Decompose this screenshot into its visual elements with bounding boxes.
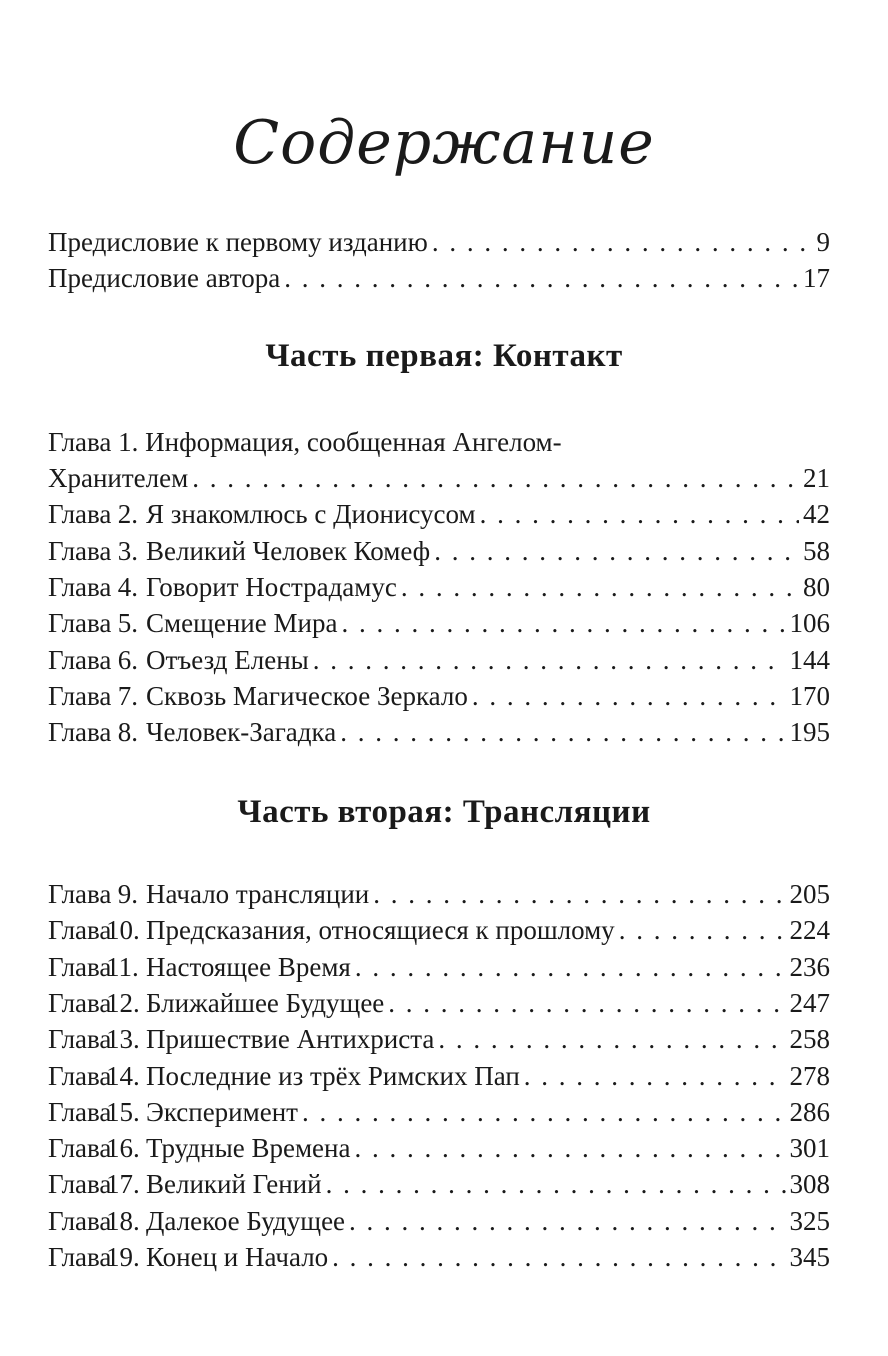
dot-leader <box>524 1058 786 1094</box>
part-title-1: Часть первая: Контакт <box>265 338 623 374</box>
chapter-word: Глава <box>48 499 112 530</box>
toc-entry-page: 236 <box>789 951 830 982</box>
toc-entry-page: 258 <box>789 1024 830 1055</box>
chapter-number: 7. <box>117 680 138 711</box>
toc-entry-label <box>48 985 384 1021</box>
chapter-word: Глава <box>48 1133 112 1164</box>
toc-entry-page: 9 <box>816 227 830 257</box>
chapter-word: Глава <box>48 1096 112 1127</box>
chapter-word: Глава <box>48 987 112 1018</box>
dot-leader <box>302 1094 786 1130</box>
page-title: Содержание <box>233 108 655 178</box>
toc-entry[interactable] <box>48 460 830 496</box>
toc-entry-page: 224 <box>789 915 830 946</box>
dot-leader <box>326 1166 786 1202</box>
toc-entry-label <box>48 1166 322 1202</box>
toc-entry-label <box>48 605 337 641</box>
chapter-word: Глава <box>48 644 112 675</box>
chapter-title: Ближайшее Будущее <box>146 987 385 1018</box>
toc-entry-page: 308 <box>789 1169 830 1200</box>
dot-leader <box>340 714 785 750</box>
toc-entry[interactable] <box>48 1166 830 1202</box>
dot-leader <box>401 569 799 605</box>
toc-entry-page: 21 <box>803 463 830 493</box>
toc-entry-front-1[interactable] <box>48 224 830 260</box>
toc-entry-label <box>48 460 188 496</box>
toc-entry[interactable] <box>48 985 830 1021</box>
toc-entry-label <box>48 678 468 714</box>
toc-entry-page: 286 <box>789 1096 830 1127</box>
dot-leader <box>434 533 799 569</box>
toc-entry-page: 144 <box>789 644 830 675</box>
chapter-number: 10. <box>106 915 140 946</box>
chapter-word: Глава <box>48 535 112 566</box>
toc-entry-label: Предисловие к первому изданию <box>48 227 428 257</box>
dot-leader <box>284 260 799 296</box>
chapter-number: 15. <box>106 1096 140 1127</box>
dot-leader <box>388 985 785 1021</box>
toc-entry-page: 80 <box>803 571 830 602</box>
chapter-number: 19. <box>106 1242 140 1272</box>
chapter-word: Глава <box>48 571 112 602</box>
chapter-number: 14. <box>106 1060 140 1091</box>
chapter-title: Я знакомлюсь с Дионисусом <box>146 499 476 530</box>
chapter-word: Глава <box>48 951 112 982</box>
chapter-title: Пришествие Антихриста <box>146 1024 435 1055</box>
toc-entry-page: 345 <box>789 1242 830 1272</box>
chapter-word: Глава <box>48 1242 112 1272</box>
dot-leader <box>619 912 786 948</box>
toc-entry-page: 325 <box>789 1205 830 1236</box>
chapter-number: 12. <box>106 987 140 1018</box>
toc-entry[interactable] <box>48 1203 830 1239</box>
toc-entry-page: 42 <box>803 499 830 530</box>
chapter-word: Глава <box>48 915 112 946</box>
chapter-word: Глава <box>48 1169 112 1200</box>
toc-entry[interactable] <box>48 1130 830 1166</box>
dot-leader <box>354 1130 785 1166</box>
toc-entry[interactable] <box>48 605 830 641</box>
toc-entry-label <box>48 1094 298 1130</box>
toc-entry-page: 247 <box>789 987 830 1018</box>
chapter-number: 9. <box>117 879 138 909</box>
chapter-title: Трудные Времена <box>146 1133 351 1164</box>
toc-entry[interactable] <box>48 1239 830 1275</box>
chapter-number: 13. <box>106 1024 140 1055</box>
chapter-word: Глава <box>48 608 112 639</box>
toc-entry-label <box>48 1203 345 1239</box>
dot-leader <box>472 678 786 714</box>
chapter-word: Глава <box>48 1060 112 1091</box>
toc-entry[interactable] <box>48 1021 830 1057</box>
chapter-title: Человек-Загадка <box>146 717 337 748</box>
toc-entry-page: 17 <box>803 263 830 293</box>
toc-entry[interactable] <box>48 569 830 605</box>
dot-leader <box>480 496 799 532</box>
dot-leader <box>432 224 813 260</box>
toc-entry[interactable] <box>48 533 830 569</box>
toc-entry-page: 301 <box>789 1133 830 1164</box>
toc-entry[interactable] <box>48 949 830 985</box>
toc-entry-label <box>48 1239 328 1275</box>
chapter-number: 11. <box>106 951 139 982</box>
chapter-title: Хранителем <box>48 463 189 493</box>
toc-entry[interactable] <box>48 642 830 678</box>
dot-leader <box>438 1021 785 1057</box>
toc-entry[interactable] <box>48 678 830 714</box>
chapter-title: Великий Гений <box>146 1169 322 1200</box>
toc-entry-label: Предисловие автора <box>48 263 281 293</box>
chapter-number: 8. <box>117 717 138 748</box>
dot-leader <box>192 460 799 496</box>
chapter-word: Глава <box>48 680 112 711</box>
toc-entry-page: 170 <box>789 680 830 711</box>
chapter-title: Великий Человек Комеф <box>146 535 431 566</box>
part-title-2: Часть вторая: Трансляции <box>237 794 651 830</box>
dot-leader <box>355 949 786 985</box>
chapter-number: 2. <box>117 499 138 530</box>
toc-entry-page: 195 <box>789 717 830 748</box>
toc-entry-label <box>48 912 615 948</box>
chapter-title: Предсказания, относящиеся к прошлому <box>146 915 615 946</box>
chapter-number: 17. <box>106 1169 140 1200</box>
toc-entry-label <box>48 876 369 912</box>
toc-entry-page: 58 <box>803 535 830 566</box>
toc-entry[interactable] <box>48 496 830 532</box>
toc-entry-page: 205 <box>789 879 830 909</box>
chapter-title: Сквозь Магическое Зеркало <box>146 680 468 711</box>
chapter-number: 4. <box>117 571 138 602</box>
toc-entry-chapter-1-line1[interactable]: Глава 1. Информация, сообщенная Ангелом- <box>48 427 562 457</box>
toc-entry-label <box>48 949 351 985</box>
dot-leader <box>332 1239 785 1275</box>
toc-entry-front-2[interactable] <box>48 260 830 296</box>
chapter-number: 18. <box>106 1205 140 1236</box>
toc-entry-label <box>48 714 336 750</box>
toc-entry[interactable] <box>48 1058 830 1094</box>
chapter-word: Глава <box>48 1205 112 1236</box>
chapter-title: Эксперимент <box>146 1096 298 1127</box>
dot-leader <box>349 1203 785 1239</box>
chapter-title: Настоящее Время <box>146 951 351 982</box>
dot-leader <box>341 605 785 641</box>
dot-leader <box>373 876 785 912</box>
chapter-number: 5. <box>117 608 138 639</box>
toc-entry-page: 278 <box>789 1060 830 1091</box>
toc-entry-page: 106 <box>789 608 830 639</box>
chapter-word: Глава <box>48 717 112 748</box>
toc-entry-label <box>48 569 397 605</box>
toc-entry[interactable] <box>48 714 830 750</box>
toc-entry-label <box>48 642 309 678</box>
toc-entry-label <box>48 1058 520 1094</box>
toc-entry-label <box>48 1021 434 1057</box>
toc-entry[interactable] <box>48 876 830 912</box>
chapter-word: Глава <box>48 879 112 909</box>
chapter-title: Конец и Начало <box>146 1242 329 1272</box>
chapter-number: 3. <box>117 535 138 566</box>
chapter-title: Начало трансляции <box>146 879 370 909</box>
toc-entry[interactable] <box>48 1094 830 1130</box>
chapter-title: Далекое Будущее <box>146 1205 346 1236</box>
toc-entry-label <box>48 496 476 532</box>
chapter-number: 16. <box>106 1133 140 1164</box>
chapter-title: Смещение Мира <box>146 608 338 639</box>
chapter-title: Последние из трёх Римских Пап <box>146 1060 520 1091</box>
chapter-title: Говорит Нострадамус <box>146 571 397 602</box>
toc-entry-label <box>48 1130 350 1166</box>
chapter-number: 6. <box>117 644 138 675</box>
toc-entry-label <box>48 533 430 569</box>
chapter-word: Глава <box>48 1024 112 1055</box>
chapter-title: Отъезд Елены <box>146 644 309 675</box>
toc-entry[interactable] <box>48 912 830 948</box>
dot-leader <box>313 642 786 678</box>
